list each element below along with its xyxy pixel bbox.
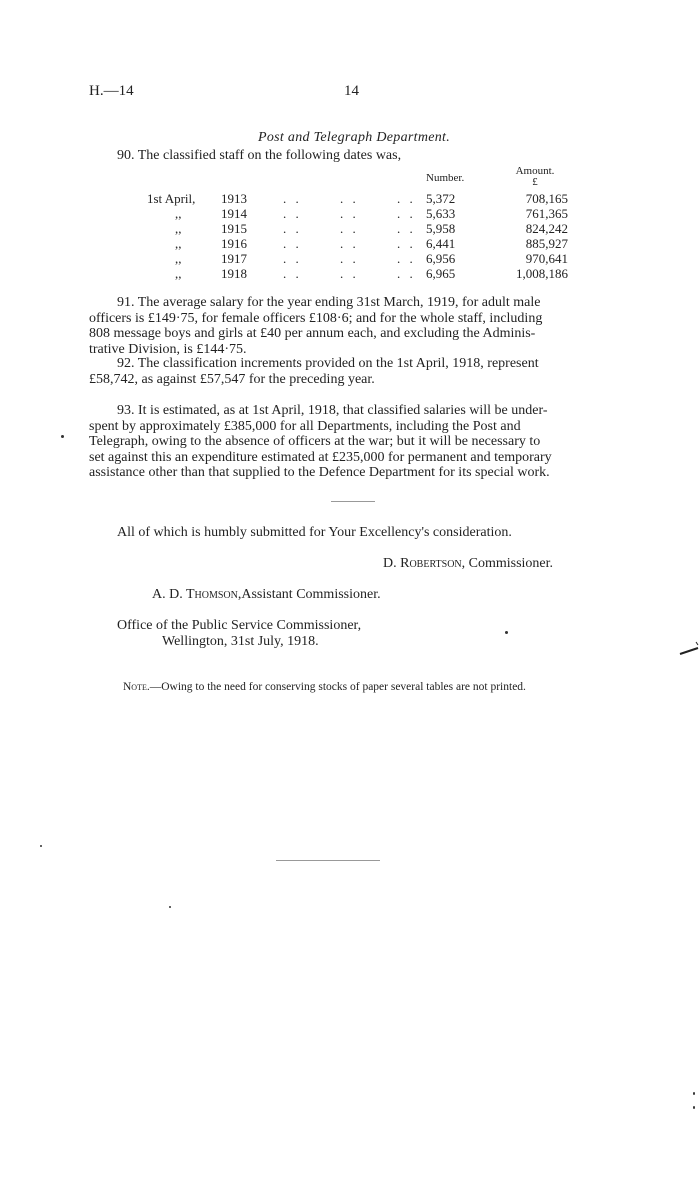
text-line: £58,742, as against £57,547 for the preceding year. <box>89 371 375 387</box>
row-amount: 885,927 <box>525 236 568 251</box>
row-date-label: ,, <box>175 236 182 251</box>
leader-dots: . . <box>397 236 416 251</box>
table-row <box>0 251 700 266</box>
signatory-name: D. Robertson, <box>383 556 466 571</box>
leader-dots: . . <box>340 251 359 266</box>
text-line: 808 message boys and girls at £40 per annum each, and excluding the Adminis- <box>89 326 536 341</box>
signatory-title: Assistant Commissioner. <box>241 587 381 602</box>
leader-dots: . . <box>283 191 302 206</box>
leader-dots: . . <box>340 266 359 281</box>
office-line: Wellington, 31st July, 1918. <box>162 634 319 649</box>
leader-dots: . . <box>340 236 359 251</box>
column-header-amount <box>510 166 560 188</box>
table-row <box>0 206 700 221</box>
row-date-label: ,, <box>175 206 182 221</box>
text-line: 92. The classification increments provided on the 1st April, 1918, represent <box>117 356 539 371</box>
text-line: spent by approximately £385,000 for all Departments, including the Post and <box>89 418 521 434</box>
leader-dots: . . <box>397 266 416 281</box>
closing-statement: All of which is humbly submitted for Your Excellency's consideration. <box>117 525 512 540</box>
row-number: 5,633 <box>426 206 456 221</box>
table-row <box>0 221 700 236</box>
row-amount: 824,242 <box>525 221 568 236</box>
leader-dots: . . <box>340 221 359 236</box>
row-year: 1916 <box>221 236 247 251</box>
margin-speck <box>505 631 508 634</box>
margin-speck <box>693 1092 695 1095</box>
signature-assistant-commissioner <box>152 587 381 603</box>
row-amount: 761,365 <box>525 206 568 221</box>
table-row <box>0 191 700 206</box>
row-number: 6,965 <box>426 266 456 281</box>
row-year: 1914 <box>221 206 247 221</box>
leader-dots: . . <box>283 251 302 266</box>
row-amount: 708,165 <box>525 191 568 206</box>
row-number: 6,441 <box>426 236 456 251</box>
leader-dots: . . <box>283 236 302 251</box>
leader-dots: . . <box>283 206 302 221</box>
end-rule <box>276 860 380 861</box>
leader-dots: . . <box>340 191 359 206</box>
text-line: Telegraph, owing to the absence of officers at the war; but it will be necessary to <box>89 434 541 449</box>
staff-table <box>0 191 700 286</box>
table-row <box>0 266 700 281</box>
section-divider <box>331 501 375 502</box>
text-line: set against this an expenditure estimated at £235,000 for permanent and temporary <box>89 449 552 465</box>
row-number: 6,956 <box>426 251 456 266</box>
signatory-name: A. D. Thomson, <box>152 587 242 602</box>
row-date-label: 1st April, <box>147 191 196 206</box>
text-line: 91. The average salary for the year ending 31st March, 1919, for adult male <box>117 295 541 310</box>
margin-speck <box>61 435 64 438</box>
text-line: officers is £149·75, for female officers £108·6; and for the whole staff, including <box>89 310 543 326</box>
section-title: Post and Telegraph Department. <box>258 130 451 145</box>
page-number: 14 <box>344 83 359 99</box>
margin-mark <box>678 640 700 658</box>
office-line: Office of the Public Service Commissioner, <box>117 618 362 633</box>
margin-speck <box>693 1106 695 1109</box>
note-label: Note. <box>123 681 150 693</box>
paragraph-92 <box>89 356 626 387</box>
leader-dots: . . <box>340 206 359 221</box>
row-date-label: ,, <box>175 266 182 281</box>
row-date-label: ,, <box>175 251 182 266</box>
row-number: 5,958 <box>426 221 456 236</box>
text-line: trative Division, is £144·75. <box>89 341 247 357</box>
column-header-amount-unit: £ <box>532 176 538 188</box>
leader-dots: . . <box>397 206 416 221</box>
signatory-title: Commissioner. <box>468 556 554 571</box>
footnote <box>123 681 526 693</box>
text-line: 93. It is estimated, as at 1st April, 1918, that classified salaries will be under- <box>117 403 548 418</box>
row-year: 1913 <box>221 191 247 206</box>
leader-dots: . . <box>397 221 416 236</box>
row-amount: 1,008,186 <box>516 266 568 281</box>
row-year: 1915 <box>221 221 247 236</box>
row-number: 5,372 <box>426 191 456 206</box>
row-amount: 970,641 <box>525 251 568 266</box>
note-text: —Owing to the need for conserving stocks of paper several tables are not printed. <box>149 681 526 693</box>
document-id: H.—14 <box>89 83 134 99</box>
leader-dots: . . <box>283 221 302 236</box>
leader-dots: . . <box>283 266 302 281</box>
column-header-number: Number. <box>426 172 465 184</box>
paragraph-90: 90. The classified staff on the following dates was, <box>117 148 402 163</box>
margin-speck <box>40 845 42 847</box>
text-line: assistance other than that supplied to the Defence Department for its special work. <box>89 465 550 480</box>
signature-commissioner <box>383 556 553 572</box>
paragraph-91 <box>89 295 626 357</box>
office-address <box>117 618 361 650</box>
leader-dots: . . <box>397 191 416 206</box>
column-header-amount-label: Amount. <box>515 165 555 177</box>
table-row <box>0 236 700 251</box>
row-year: 1918 <box>221 266 247 281</box>
row-year: 1917 <box>221 251 247 266</box>
row-date-label: ,, <box>175 221 182 236</box>
margin-speck <box>169 906 171 908</box>
leader-dots: . . <box>397 251 416 266</box>
paragraph-93 <box>89 403 626 481</box>
